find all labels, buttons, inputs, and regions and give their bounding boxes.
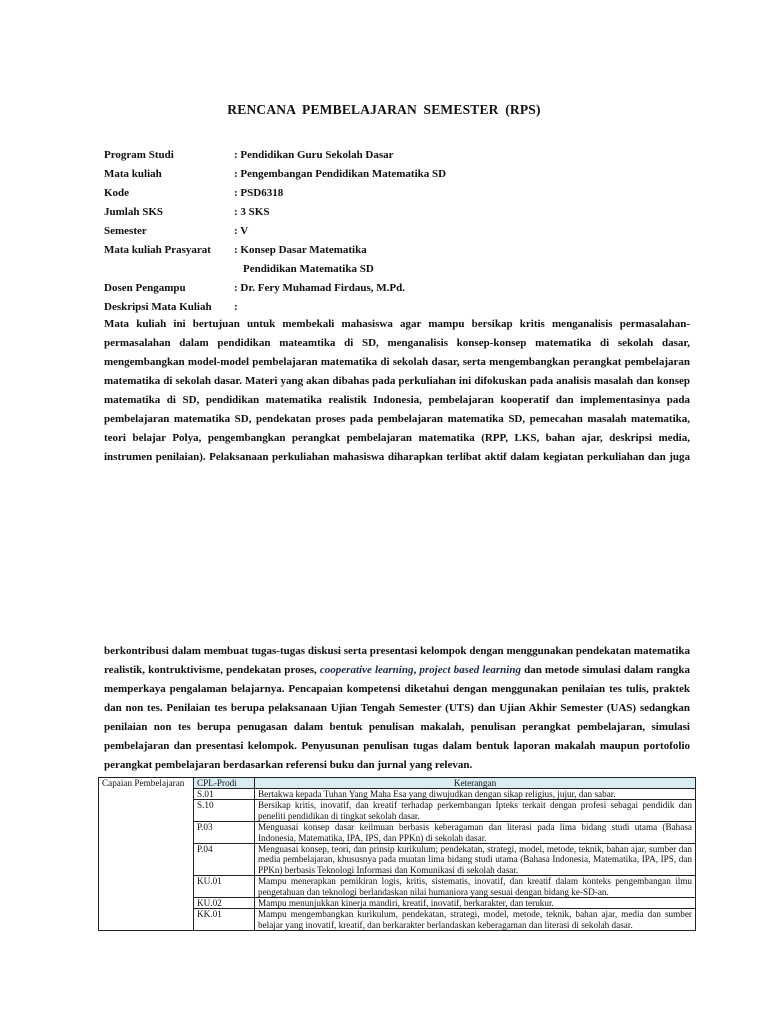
meta-row-prasyarat (104, 241, 704, 260)
text-line: teori belajar Polya, pengembangkan perangkat pembelajaran matematika (RPP, LKS, bahan ajar, deskripsi media, (104, 432, 690, 444)
meta-label: Jumlah SKS (104, 206, 163, 218)
document-title: RENCANA PEMBELAJARAN SEMESTER (RPS) (227, 102, 541, 117)
meta-label: Kode (104, 187, 130, 199)
cpl-description: Menguasai konsep dasar keilmuan berbasis keberagaman dan literasi pada lima bidang studi utama (Bahasa Indonesia, Matematika, IPA, IPS, dan PPKn) di sekolah dasar. (255, 822, 696, 844)
meta-label: Deskripsi Mata Kuliah (104, 301, 212, 313)
meta-row-program-studi (104, 146, 704, 165)
cpl-code: S.01 (194, 789, 255, 800)
meta-label: Mata kuliah Prasyarat (104, 244, 211, 256)
cpl-code: P.04 (194, 844, 255, 876)
meta-label: Program Studi (104, 149, 174, 161)
meta-value: : (234, 301, 238, 313)
text-line: pembelajaran matematika SD, pendekatan proses pada pembelajaran matematika SD, pemecahan masalah matematika, (104, 413, 690, 425)
text-line: memperkaya pengalaman belajarnya. Pencapaian kompetensi diketahui dengan menggunakan penilaian tes tulis, praktek (104, 683, 690, 695)
table-header-row (99, 778, 696, 789)
meta-label: Semester (104, 225, 147, 237)
column-header-cpl: CPL-Prodi (194, 778, 255, 789)
meta-value: : Konsep Dasar Matematika (234, 244, 367, 256)
meta-value: : V (234, 225, 249, 237)
cpl-description: Bersikap kritis, inovatif, dan kreatif terhadap perkembangan Ipteks terkait dengan profesi sebagai pendidik dan peneliti pendidikan di tingkat sekolah dasar. (255, 800, 696, 822)
text-segment: dan metode simulasi dalam rangka (520, 664, 690, 676)
meta-value: Pendidikan Matematika SD (243, 263, 374, 275)
text-line: penilaian non tes berupa penugasan dalam bentuk penulisan makalah, penulisan perangkat pembelajaran, simulasi (104, 721, 690, 733)
cpl-description: Mampu menunjukkan kinerja mandiri, kreatif, inovatif, berkarakter, dan terukur. (255, 898, 696, 909)
text-line: permasalahan dalam pendidikan mateamtika di SD, menganalisis konsep-konsep matematika di sekolah dasar, (104, 337, 690, 349)
description-paragraph-2 (104, 642, 690, 775)
text-line: berkontribusi dalam membuat tugas-tugas diskusi serta presentasi kelompok dengan menggunakan pendekatan matematika (104, 645, 690, 657)
meta-value: : Pengembangan Pendidikan Matematika SD (234, 168, 447, 180)
text-line: perangkat pembelajaran berdasarkan referensi buku dan jurnal yang relevan. (104, 759, 473, 771)
text-segment: , (413, 664, 420, 676)
description-paragraph-1 (104, 315, 690, 467)
text-line: dan non tes. Penilaian tes berupa pelaksanaan Ujian Tengah Semester (UTS) dan Ujian Akhir Semester (UAS) sedangkan (104, 702, 690, 714)
meta-row-mata-kuliah (104, 165, 704, 184)
meta-row-semester (104, 222, 704, 241)
meta-row-jumlah-sks (104, 203, 704, 222)
cpl-description: Menguasai konsep, teori, dan prinsip kurikulum; pendekatan, strategi, model, metode, teknik, bahan ajar, sumber dan media pembelajaran, khususnya pada muatan lima bidang studi utama (Bahasa Indonesia, Matematika, IPA, IPS, dan PPKn) berbasis Teknologi Informasi dan Komunikasi di sekolah dasar. (255, 844, 696, 876)
italic-term: project based learning (419, 664, 521, 676)
text-line: matematika di sekolah dasar. Materi yang akan dibahas pada perkuliahan ini difokuskan pada analisis masalah dan konsep (104, 375, 690, 387)
side-label-cell: Capaian Pembelajaran (99, 778, 194, 931)
meta-label: Mata kuliah (104, 168, 162, 180)
meta-label: Dosen Pengampu (104, 282, 186, 294)
cpl-code: KK.01 (194, 909, 255, 931)
cpl-code: KU.01 (194, 876, 255, 898)
italic-term: cooperative learning (319, 664, 414, 676)
text-line: mengembangkan model-model pembelajaran matematika di sekolah dasar, serta mengembangkan perangkat pembelajaran (104, 356, 690, 368)
course-metadata (104, 146, 704, 317)
text-line: matematika di SD, pendidikan matematika realistik Indonesia, pembelajaran kooperatif dan implementasinya pada (104, 394, 690, 406)
meta-value: : PSD6318 (234, 187, 284, 199)
meta-row-prasyarat-cont (104, 260, 704, 279)
cpl-code: S.10 (194, 800, 255, 822)
cpl-description: Mampu mengembangkan kurikulum, pendekatan, strategi, model, metode, teknik, bahan ajar, media dan sumber belajar yang inovatif, kreatif, dan berkarakter berlandaskan keberagaman dan literasi di sekolah dasar. (255, 909, 696, 931)
meta-row-kode (104, 184, 704, 203)
meta-value: : 3 SKS (234, 206, 270, 218)
column-header-keterangan: Keterangan (255, 778, 696, 789)
cpl-table (98, 777, 696, 931)
cpl-code: P.03 (194, 822, 255, 844)
text-line-with-italics (104, 661, 690, 680)
meta-value: : Pendidikan Guru Sekolah Dasar (234, 149, 394, 161)
text-line: Mata kuliah ini bertujuan untuk membekali mahasiswa agar mampu bersikap kritis menganalisis permasalahan- (104, 318, 690, 330)
text-line: pembelajaran dan presentasi kelompok. Penyusunan penulisan tugas dalam bentuk laporan makalah maupun portofolio (104, 740, 690, 752)
meta-row-dosen (104, 279, 704, 298)
cpl-description: Bertakwa kepada Tuhan Yang Maha Esa yang diwujudkan dengan sikap religius, jujur, dan sabar. (255, 789, 696, 800)
cpl-code: KU.02 (194, 898, 255, 909)
cpl-description: Mampu menerapkan pemikiran logis, kritis, sistematis, inovatif, dan kreatif dalam konteks pengembangan ilmu pengetahuan dan teknologi berlandaskan nilai humaniora yang sesuai dengan bidang ke-SD-an. (255, 876, 696, 898)
text-line: instrumen penilaian). Pelaksanaan perkuliahan mahasiswa diharapkan terlibat aktif dalam kegiatan perkuliahan dan juga (104, 451, 690, 463)
text-segment: realistik, kontruktivisme, pendekatan proses, (104, 664, 320, 676)
meta-value: : Dr. Fery Muhamad Firdaus, M.Pd. (234, 282, 406, 294)
